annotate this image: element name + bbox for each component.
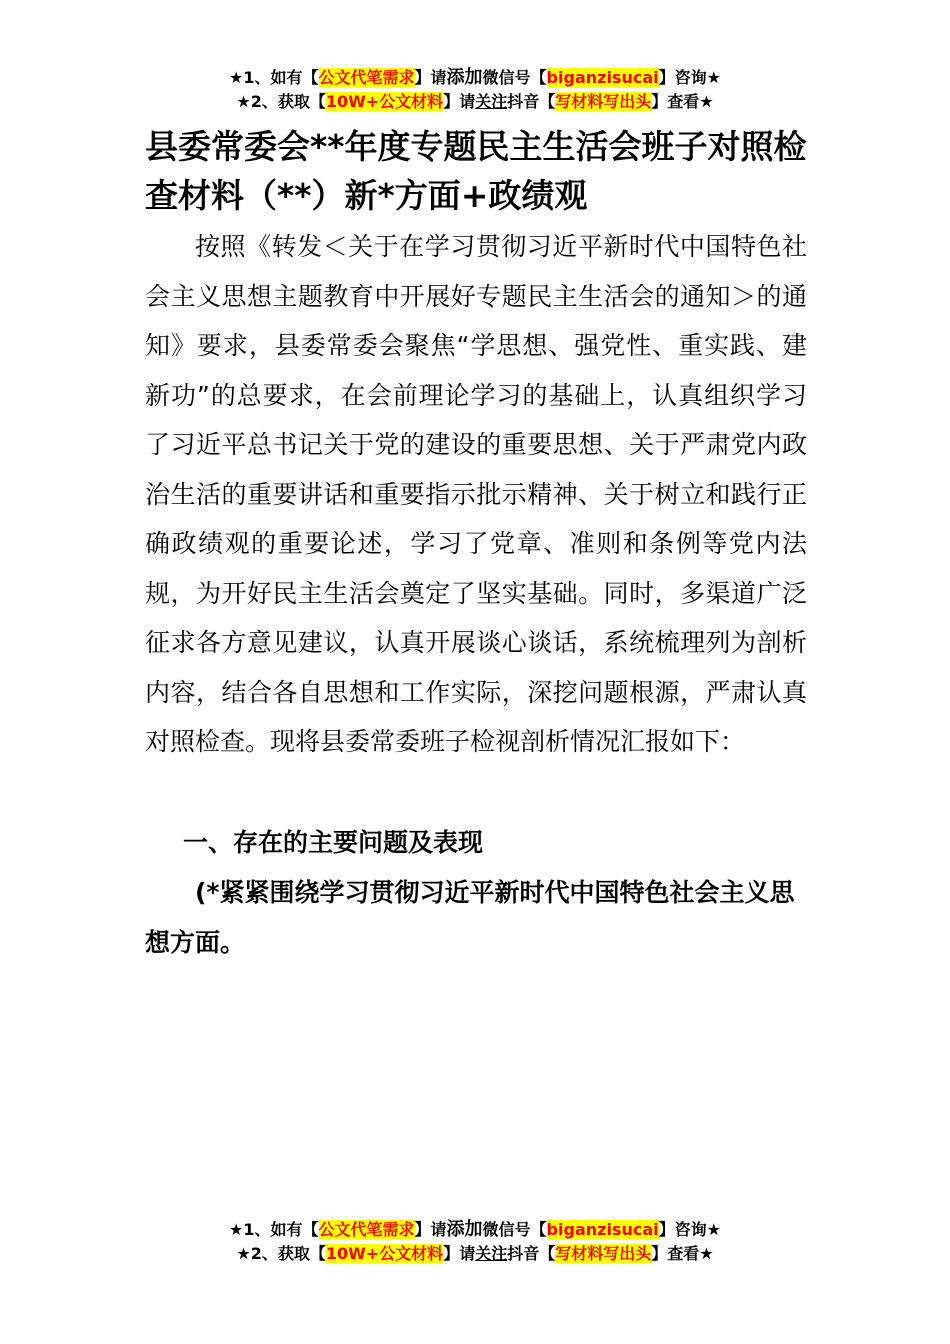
banner-highlight: 写材料写出头 [555,92,652,111]
banner-line-1 [0,1218,950,1242]
banner-text: ★2、获取【 [236,1244,326,1263]
banner-highlight: 10W+公文材料 [325,1244,444,1263]
banner-line-2 [0,1242,950,1266]
header-banner [0,66,950,114]
banner-text: ★1、如有【 [229,68,319,87]
banner-text: 】查看★ [651,92,714,111]
banner-text: ★1、如有【 [229,1220,319,1239]
banner-highlight: 10W+公文材料 [325,92,444,111]
section-heading: 一、存在的主要问题及表现 [183,828,484,857]
banner-text: 】请 [414,1220,447,1239]
banner-text: 抖音【 [507,92,556,111]
banner-text: 微信号【 [482,1220,547,1239]
section-subheading: (*紧紧围绕学习贯彻习近平新时代中国特色社会主义思想方面。 [145,878,795,957]
banner-wechat-id: biganzisucai [546,68,659,87]
banner-text: 关注 [475,92,508,111]
banner-text: 】请 [414,68,447,87]
banner-highlight: 写材料写出头 [555,1244,652,1263]
banner-text: 微信号【 [482,68,547,87]
banner-highlight: 公文代笔需求 [318,1220,415,1239]
document-title: 县委常委会**年度专题民主生活会班子对照检查材料（**）新*方面+政绩观 [145,127,807,215]
footer-banner [0,1218,950,1266]
banner-text: 】请 [443,1244,476,1263]
banner-text: 关注 [475,1244,508,1263]
banner-line-1 [0,66,950,90]
banner-line-2 [0,90,950,114]
banner-text: 抖音【 [507,1244,556,1263]
banner-text: 】咨询★ [658,1220,721,1239]
banner-wechat-id: biganzisucai [546,1220,659,1239]
banner-text: 添加 [446,67,483,88]
intro-paragraph: 按照《转发＜关于在学习贯彻习近平新时代中国特色社会主义思想主题教育中开展好专题民主生活会的通知＞的通知》要求，县委常委会聚焦“学思想、强党性、重实践、建新功”的总要求，在会前理论学习的基础上，认真组织学习了习近平总书记关于党的建设的重要思想、关于严肃党内政治生活的重要讲话和重要指示批示精神、关于树立和践行正确政绩观的重要论述，学习了党章、准则和条例等党内法规，为开好民主生活会奠定了坚实基础。同时，多渠道广泛征求各方意见建议，认真开展谈心谈话，系统梳理列为剖析内容，结合各自思想和工作实际，深挖问题根源，严肃认真对照检查。现将县委常委班子检视剖析情况汇报如下： [145,232,807,756]
banner-text: ★2、获取【 [236,92,326,111]
banner-text: 】咨询★ [658,68,721,87]
banner-text: 】请 [443,92,476,111]
banner-text: 】查看★ [651,1244,714,1263]
banner-text: 添加 [446,1219,483,1240]
banner-highlight: 公文代笔需求 [318,68,415,87]
